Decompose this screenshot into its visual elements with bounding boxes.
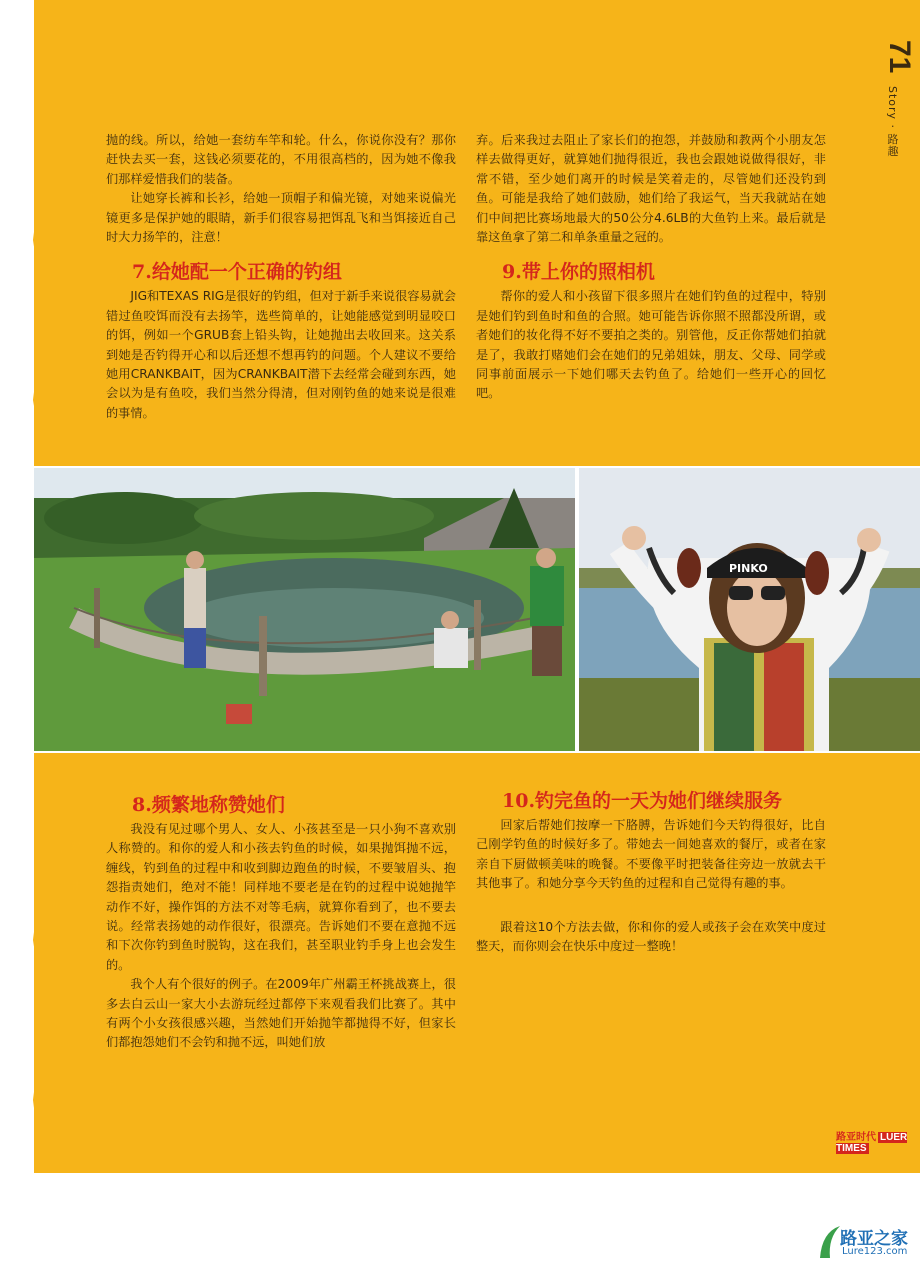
magazine-footer (836, 1128, 920, 1154)
paragraph: 跟着这10个方法去做，你和你的爱人或孩子会在欢笑中度过整天，而你则会在快乐中度过一整晚！ (476, 919, 826, 954)
magazine-name: 路亚时代 (836, 1132, 876, 1143)
section-heading-10: 10.钓完鱼的一天为她们继续服务 (502, 790, 783, 812)
watermark-site-url: Lure123.com (842, 1246, 908, 1257)
cap-text: PINKO (729, 562, 768, 575)
page-sidebar (880, 40, 916, 240)
section-label: Story · 路趣 (886, 86, 899, 158)
paragraph: 我个人有个很好的例子。在2009年广州霸王杯挑战赛上，很多去白云山一家大小去游玩经过都停下来观看我们比赛了。其中有两个小女孩很感兴趣，当然她们开始抛竿都抛得不好，但家长们都抱怨她们不会钓和抛不远，叫她们放 (106, 977, 456, 1050)
paragraph: 让她穿长裤和长衫，给她一顶帽子和偏光镜，对她来说偏光镜更多是保护她的眼睛，新手们很容易把饵乱飞和当饵接近自己时大力扬竿的，注意！ (106, 191, 456, 245)
fish-logo-icon (818, 1224, 842, 1260)
paragraph: JIG和TEXAS RIG是很好的钓组，但对于新手来说很容易就会错过鱼咬饵而没有去扬竿，选些简单的，让她能感觉到明显咬口的饵，例如一个GRUB套上铅头钩，让她抛出去收回来。这关系到她是否钓得开心和以后还想不想再钓的问题。个人建议不要给她用CRANKBAIT，因为CRANKBAIT潜下去经常会碰到东西，她会以为是有鱼咬，我们当然分得清，但对刚钓鱼的她来说是很难的事情。 (106, 289, 456, 420)
magazine-brand: LUER TIMES (836, 1132, 908, 1154)
pond-fishing-photo (34, 468, 575, 751)
section-heading-7: 7.给她配一个正确的钓组 (132, 261, 342, 284)
photo-strip (34, 466, 920, 753)
paragraph: 抛的线。所以，给她一套纺车竿和轮。什么，你说你没有？那你赶快去买一套，这钱必须要花的，不用很高档的，因为她不像我们那样爱惜我们的装备。 (106, 133, 456, 186)
section-heading-9: 9.带上你的照相机 (502, 261, 655, 284)
page-number: 71 (883, 40, 916, 74)
left-top-column (106, 131, 456, 423)
crayfish-girl-photo (579, 468, 920, 751)
right-top-column (476, 131, 826, 404)
paragraph: 帮你的爱人和小孩留下很多照片在她们钓鱼的过程中，特别是她们钓到鱼时和鱼的合照。她可能告诉你照不照都没所谓，或者她们的妆化得不好不要拍之类的。别管他，反正你帮她们拍就是了，我敢打赌她们会在她们的兄弟姐妹，朋友、父母、同学或同事前面展示一下她们哪天去钓鱼了。给她们一些开心的回忆吧。 (476, 289, 826, 401)
paragraph: 回家后帮她们按摩一下胳膊，告诉她们今天钓得很好，比自己刚学钓鱼的时候好多了。带她去一间她喜欢的餐厅，或者在家亲自下厨做顿美味的晚餐。不要像平时把装备往旁边一放就去干其他事了。和她分享今天钓鱼的过程和自己觉得有趣的事。 (476, 818, 826, 891)
paragraph: 弃。后来我过去阻止了家长们的抱怨，并鼓励和教两个小朋友怎样去做得更好，就算她们抛得很近，我也会跟她说做得很好，非常不错，至少她们离开的时候是笑着走的，尽管她们还没钓到鱼。可能是我给了她们鼓励，她们给了我运气，当天我就站在她们中间把比赛场地最大的50公分4.6LB的大鱼钓上来。最后就是靠这鱼拿了第二和单条重量之冠的。 (476, 133, 826, 245)
right-bottom-column (476, 788, 826, 956)
watermark-logo (818, 1222, 918, 1262)
left-bottom-column (106, 792, 456, 1053)
paragraph: 我没有见过哪个男人、女人、小孩甚至是一只小狗不喜欢别人称赞的。和你的爱人和小孩去钓鱼的时候，如果抛饵抛不远，缠线，钓到鱼的过程中和收到脚边跑鱼的时候，不要皱眉头、抱怨指责她们，绝对不能！同样地不要老是在钓的过程中说她抛竿动作不好，操作饵的方法不对等毛病，就算你看到了，也不要去说。经常表扬她的动作很好，很漂亮。告诉她们不要在意抛不远和下次你钓到鱼时脱钩，这在我们，甚至职业钓手身上也会发生的。 (106, 822, 456, 972)
section-heading-8: 8.频繁地称赞她们 (132, 794, 285, 816)
watermark-site-name: 路亚之家 (840, 1229, 908, 1249)
